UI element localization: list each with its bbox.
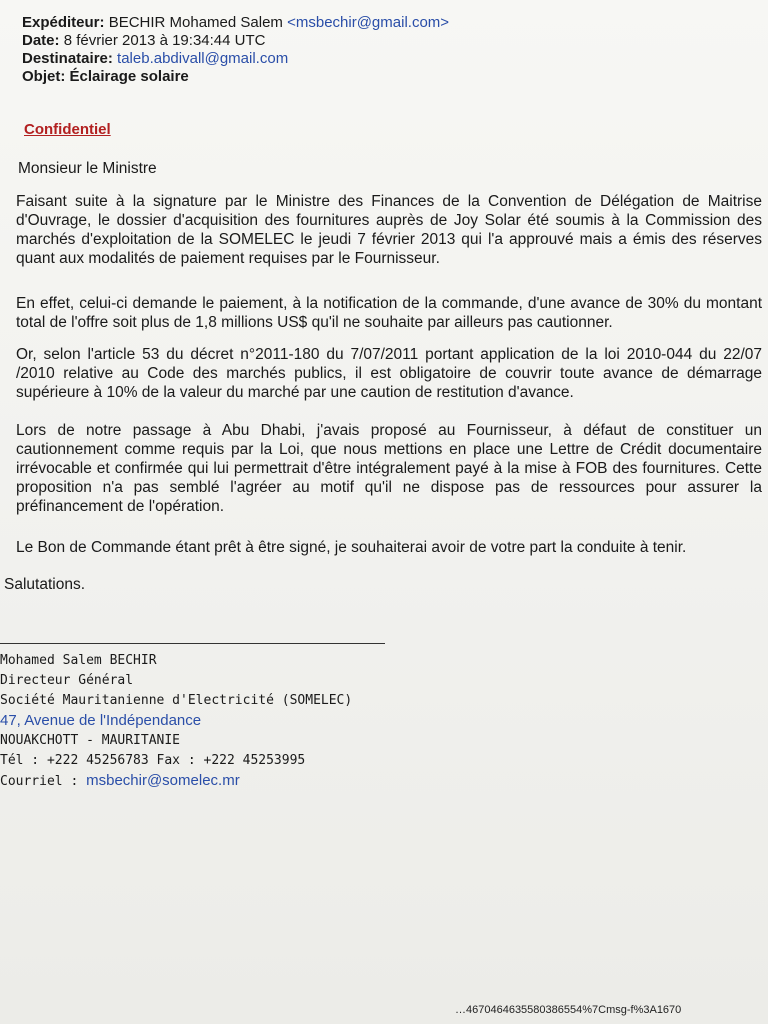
subject-value: Éclairage solaire [69, 68, 189, 85]
closing: Salutations. [4, 576, 85, 593]
paragraph-3: Or, selon l'article 53 du décret n°2011-180 du 7/07/2011 portant application de la loi 2010-044 du 22/07 /2010 relative au Code des marchés publics, il est obligatoire de couvrir toute avance de démarrage supérieure à 10% de la valeur du marché par une caution de restitution d'avance. [16, 346, 762, 401]
from-name: BECHIR Mohamed Salem [108, 14, 283, 31]
date-value: 8 février 2013 à 19:34:44 UTC [63, 32, 266, 49]
subject-row [22, 68, 449, 86]
signature-phone: Tél : +222 45256783 Fax : +222 45253995 [0, 753, 306, 768]
signature-title: Directeur Général [0, 673, 134, 688]
paragraph-2: En effet, celui-ci demande le paiement, à la notification de la commande, d'une avance de 30% du montant total de l'offre soit plus de 1,8 millions US$ qu'il ne souhaite par ailleurs pas cautionner. [16, 295, 762, 331]
signature-email-label: Courriel : [0, 774, 79, 789]
from-row [22, 14, 449, 32]
from-email[interactable]: <msbechir@gmail.com> [287, 14, 450, 31]
confidential-label: Confidentiel [24, 121, 111, 138]
signature-email-row [0, 771, 352, 792]
date-label: Date: [22, 32, 60, 49]
paragraph-5: Le Bon de Commande étant prêt à être signé, je souhaiterai avoir de votre part la conduite à tenir. [16, 539, 687, 556]
signature-email[interactable]: msbechir@somelec.mr [86, 772, 240, 789]
to-label: Destinataire: [22, 50, 113, 67]
date-row [22, 32, 449, 50]
from-label: Expéditeur: [22, 14, 105, 31]
to-row [22, 50, 449, 68]
signature-block [0, 651, 352, 792]
paragraph-1: Faisant suite à la signature par le Ministre des Finances de la Convention de Délégation de Maitrise d'Ouvrage, le dossier d'acquisition des fournitures auprès de Joy Solar été soumis à la Commission des marchés d'exploitation de la SOMELEC le jeudi 7 février 2013 qui l'a approuvé mais a émis des réserves quant aux modalités de paiement requises par le Fournisseur. [16, 193, 762, 267]
signature-city: NOUAKCHOTT - MAURITANIE [0, 733, 181, 748]
signature-name: Mohamed Salem BECHIR [0, 653, 157, 668]
subject-label: Objet: [22, 68, 66, 85]
footer-reference: …4670464635580386554%7Cmsg-f%3A1670 [455, 1004, 682, 1016]
signature-company: Société Mauritanienne d'Electricité (SOMELEC) [0, 693, 353, 708]
to-email[interactable]: taleb.abdivall@gmail.com [117, 50, 289, 67]
signature-divider [0, 643, 385, 644]
greeting: Monsieur le Ministre [18, 160, 157, 177]
paragraph-4: Lors de notre passage à Abu Dhabi, j'avais proposé au Fournisseur, à défaut de constituer un cautionnement comme requis par la Loi, que nous mettions en place une Lettre de Crédit documentaire irrévocable et confirmée qui lui permettrait d'être intégralement payé à la mise à FOB des fournitures. Cette proposition n'a pas semblé l'agréer au motif qu'il ne dispose pas de ressources pour assurer la préfinancement de l'opération. [16, 422, 762, 515]
email-header [22, 14, 449, 86]
signature-address[interactable]: 47, Avenue de l'Indépendance [0, 712, 202, 729]
